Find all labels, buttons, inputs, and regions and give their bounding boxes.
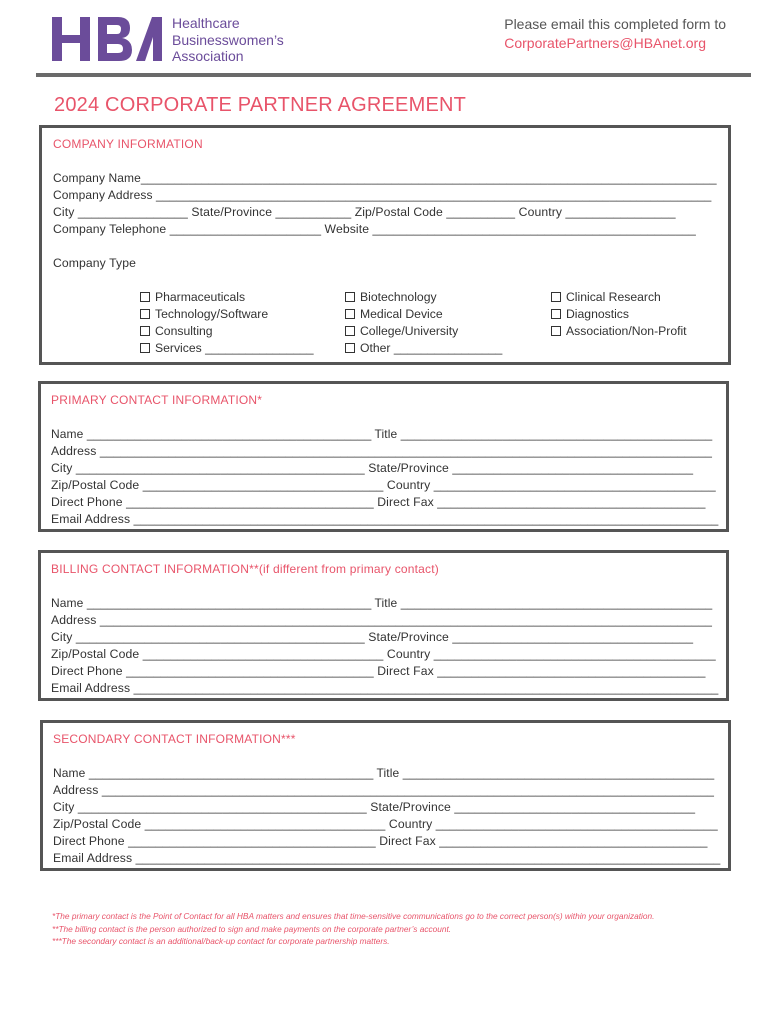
primary-contact-section	[38, 381, 729, 532]
logo-line-3: Association	[172, 48, 244, 64]
checkbox-diagnostics[interactable]	[551, 307, 629, 321]
checkbox-services[interactable]	[140, 341, 314, 355]
checkbox-medical-device[interactable]	[345, 307, 443, 321]
checkbox-association-non-profit[interactable]	[551, 324, 687, 338]
checkbox-label: College/University	[360, 324, 459, 338]
email-instruction-text: Please email this completed form to	[504, 16, 726, 32]
checkbox-label: Diagnostics	[566, 307, 629, 321]
company-address-field[interactable]: Company Address __________________________________________________________________________________	[53, 188, 712, 202]
checkbox-pharmaceuticals[interactable]	[140, 290, 245, 304]
checkbox-square-icon	[551, 326, 561, 336]
billing-city-state-field[interactable]: City __________________________________________ State/Province ___________________________________	[51, 630, 694, 644]
checkbox-label: Clinical Research	[566, 290, 661, 304]
checkbox-technology-software[interactable]	[140, 307, 268, 321]
footnote-primary: *The primary contact is the Point of Contact for all HBA matters and ensures that time-sensitive communications go to the correct person(s) within your organization.	[52, 911, 655, 921]
company-city-state-zip-country-field[interactable]: City ________________ State/Province ___________ Zip/Postal Code __________ Country ________________	[53, 205, 676, 219]
email-instructions	[504, 15, 726, 53]
checkbox-college-university[interactable]	[345, 324, 458, 338]
billing-zip-country-field[interactable]: Zip/Postal Code ___________________________________ Country _________________________________________	[51, 647, 716, 661]
secondary-contact-section	[40, 720, 731, 871]
checkbox-square-icon	[140, 343, 150, 353]
logo-wordmark	[172, 15, 284, 65]
primary-name-title-field[interactable]: Name __________________________________________ Title ______________________________________________	[51, 427, 713, 441]
checkbox-square-icon	[345, 292, 355, 302]
hba-logo-mark	[52, 15, 164, 63]
section-heading: COMPANY INFORMATION	[53, 137, 203, 151]
logo-line-2: Businesswomen’s	[172, 31, 284, 48]
header-divider	[36, 73, 751, 77]
billing-name-title-field[interactable]: Name __________________________________________ Title ______________________________________________	[51, 596, 713, 610]
primary-phone-fax-field[interactable]: Direct Phone ____________________________________ Direct Fax _______________________________________	[51, 495, 706, 509]
checkbox-square-icon	[140, 292, 150, 302]
secondary-email-field[interactable]: Email Address _____________________________________________________________________________________	[53, 851, 721, 865]
checkbox-other[interactable]	[345, 341, 502, 355]
secondary-name-title-field[interactable]: Name __________________________________________ Title ______________________________________________	[53, 766, 715, 780]
logo-line-1: Healthcare	[172, 15, 240, 31]
footnote-secondary: ***The secondary contact is an additional/back-up contact for corporate partnership matters.	[52, 936, 390, 946]
checkbox-label: Consulting	[155, 324, 213, 338]
checkbox-square-icon	[345, 309, 355, 319]
primary-zip-country-field[interactable]: Zip/Postal Code ___________________________________ Country _________________________________________	[51, 478, 716, 492]
checkbox-square-icon	[140, 326, 150, 336]
secondary-city-state-field[interactable]: City __________________________________________ State/Province ___________________________________	[53, 800, 696, 814]
checkbox-clinical-research[interactable]	[551, 290, 661, 304]
section-heading: PRIMARY CONTACT INFORMATION*	[51, 393, 263, 407]
secondary-phone-fax-field[interactable]: Direct Phone ____________________________________ Direct Fax _______________________________________	[53, 834, 708, 848]
company-name-field[interactable]: Company Name_____________________________________________________________________________________	[53, 171, 717, 185]
billing-contact-section	[38, 550, 729, 701]
section-heading: BILLING CONTACT INFORMATION**(if different from primary contact)	[51, 562, 439, 576]
primary-email-field[interactable]: Email Address _____________________________________________________________________________________	[51, 512, 719, 526]
primary-address-field[interactable]: Address _________________________________________________________________________________________	[51, 444, 713, 458]
checkbox-square-icon	[140, 309, 150, 319]
checkbox-label: Medical Device	[360, 307, 443, 321]
footnote-billing: **The billing contact is the person authorized to sign and make payments on the corporate partner’s account.	[52, 923, 452, 934]
email-address-link[interactable]: CorporatePartners@HBAnet.org	[504, 35, 706, 51]
checkbox-square-icon	[345, 326, 355, 336]
secondary-address-field[interactable]: Address _________________________________________________________________________________________	[53, 783, 715, 797]
checkbox-label: Pharmaceuticals	[155, 290, 246, 304]
billing-email-field[interactable]: Email Address _____________________________________________________________________________________	[51, 681, 719, 695]
checkbox-square-icon	[551, 292, 561, 302]
checkbox-label: Other ________________	[360, 341, 503, 355]
company-type-label: Company Type	[53, 256, 136, 270]
footnotes	[52, 910, 654, 948]
section-heading: SECONDARY CONTACT INFORMATION***	[53, 732, 296, 746]
billing-address-field[interactable]: Address _________________________________________________________________________________________	[51, 613, 713, 627]
checkbox-biotechnology[interactable]	[345, 290, 437, 304]
checkbox-consulting[interactable]	[140, 324, 213, 338]
primary-city-state-field[interactable]: City __________________________________________ State/Province ___________________________________	[51, 461, 694, 475]
checkbox-label: Biotechnology	[360, 290, 437, 304]
page-title: 2024 CORPORATE PARTNER AGREEMENT	[54, 94, 467, 116]
secondary-zip-country-field[interactable]: Zip/Postal Code ___________________________________ Country _________________________________________	[53, 817, 718, 831]
checkbox-label: Association/Non-Profit	[566, 324, 687, 338]
company-information-section	[39, 125, 731, 365]
checkbox-square-icon	[551, 309, 561, 319]
checkbox-label: Technology/Software	[155, 307, 269, 321]
company-telephone-website-field[interactable]: Company Telephone ______________________ Website _______________________________________________	[53, 222, 696, 236]
checkbox-label: Services ________________	[155, 341, 314, 355]
billing-phone-fax-field[interactable]: Direct Phone ____________________________________ Direct Fax _______________________________________	[51, 664, 706, 678]
checkbox-square-icon	[345, 343, 355, 353]
